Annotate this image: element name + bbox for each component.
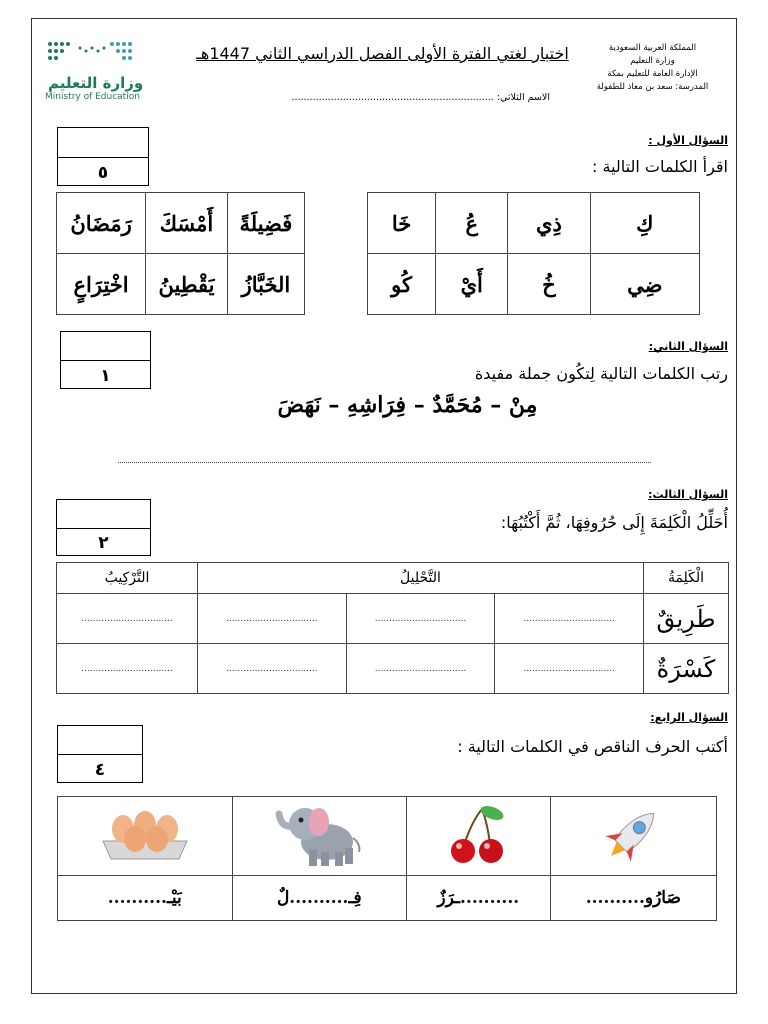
kingdom-line: الإدارة العامة للتعليم بمكة — [607, 69, 698, 79]
q4-heading: السؤال الرابع: — [650, 711, 728, 724]
word-cell: رَمَضَانُ — [57, 193, 146, 254]
ministry-name-en: Ministry of Education — [45, 92, 140, 102]
answer-cell[interactable]: ................................ — [495, 594, 644, 644]
word-cell: يَقْطِينُ — [146, 254, 228, 315]
col-word-header: الْكَلِمَةُ — [644, 563, 729, 594]
picture-cell — [550, 797, 716, 876]
q3-heading: السؤال الثالث: — [648, 488, 728, 501]
q4-score: ٤ — [94, 760, 106, 780]
q4-instruction: أكتب الحرف الناقص في الكلمات التالية : — [457, 737, 728, 756]
q2-answer-line[interactable] — [118, 456, 651, 463]
name-dots[interactable]: ................................................................... — [291, 92, 494, 103]
syllable-cell: كُو — [368, 254, 436, 315]
kingdom-line: المملكة العربية السعودية — [608, 43, 697, 53]
missing-letter-word[interactable]: صَارُو.......... — [550, 876, 716, 921]
kingdom-line: المدرسة: سعد بن معاذ للطفولة — [596, 82, 709, 92]
q2-instruction: رتب الكلمات التالية لِتكُون جملة مفيدة — [474, 364, 728, 383]
name-label: الاسم الثلاثي: — [496, 92, 550, 103]
q1-heading: السؤال الأول : — [648, 134, 728, 147]
answer-cell[interactable]: ................................ — [57, 594, 198, 644]
exam-title: اختبار لغتي الفترة الأولى الفصل الدراسي الثاني 1447هـ — [196, 44, 569, 63]
word-cell: أَمْسَكَ — [146, 193, 228, 254]
syllable-cell: خَا — [368, 193, 436, 254]
syllable-cell: أَيْ — [436, 254, 508, 315]
q4-pictures-table — [57, 796, 717, 921]
q4-score-box — [57, 725, 143, 783]
q2-score: ١ — [100, 366, 111, 386]
missing-letter-word[interactable]: فِـ..........لٌ — [232, 876, 406, 921]
q2-heading: السؤال الثاني: — [648, 340, 728, 353]
missing-letter-word[interactable]: ..........ـرَزٌ — [407, 876, 551, 921]
q1-words-table — [56, 192, 305, 315]
picture-cell — [407, 797, 551, 876]
word-cell: اخْتِرَاعٍ — [57, 254, 146, 315]
answer-cell[interactable]: ................................ — [198, 644, 347, 694]
q2-scrambled-words: مِنْ – مُحَمَّدٌ – فِرَاشِهِ – نَهَضَ — [277, 392, 538, 418]
col-analysis-header: التَّحْلِيلُ — [198, 563, 644, 594]
answer-cell[interactable]: ................................ — [495, 644, 644, 694]
kingdom-info — [590, 42, 715, 94]
q1-score: ٥ — [97, 163, 109, 183]
q2-score-box — [60, 331, 151, 389]
elephant-icon — [269, 798, 369, 870]
answer-cell[interactable]: ................................ — [346, 644, 495, 694]
analysis-word: طَرِيقٌ — [644, 594, 729, 644]
ministry-logo-icon — [46, 40, 136, 62]
q1-instruction: اقرأ الكلمات التالية : — [592, 157, 728, 176]
word-cell: فَضِيلَةً — [227, 193, 304, 254]
eggs-icon — [95, 801, 195, 867]
student-name-line — [190, 92, 550, 103]
syllable-cell: عُ — [436, 193, 508, 254]
ministry-name-ar: وزارة التعليم — [48, 74, 144, 92]
kingdom-line: وزارة التعليم — [630, 56, 675, 66]
rocket-icon — [593, 801, 673, 867]
q1-syllables-table — [367, 192, 700, 315]
q3-instruction: أُحَلِّلُ الْكَلِمَةَ إِلَى حُرُوفِهَا، ثُمَّ أَكْتُبُهَا: — [500, 513, 728, 532]
answer-cell[interactable]: ................................ — [198, 594, 347, 644]
word-cell: الخَبَّازُ — [227, 254, 304, 315]
cherries-icon — [438, 801, 518, 867]
q1-score-box — [57, 127, 149, 186]
syllable-cell: خُ — [508, 254, 590, 315]
analysis-word: كَسْرَةٌ — [644, 644, 729, 694]
q3-score-box — [56, 499, 151, 556]
answer-cell[interactable]: ................................ — [346, 594, 495, 644]
syllable-cell: ضِي — [590, 254, 699, 315]
col-compose-header: التَّرْكِيبُ — [57, 563, 198, 594]
picture-cell — [58, 797, 233, 876]
q3-analysis-table — [56, 562, 729, 694]
syllable-cell: ذِي — [508, 193, 590, 254]
missing-letter-word[interactable]: بَيْـ.......... — [58, 876, 233, 921]
answer-cell[interactable]: ................................ — [57, 644, 198, 694]
picture-cell — [232, 797, 406, 876]
syllable-cell: كِ — [590, 193, 699, 254]
q3-score: ٢ — [98, 533, 109, 553]
